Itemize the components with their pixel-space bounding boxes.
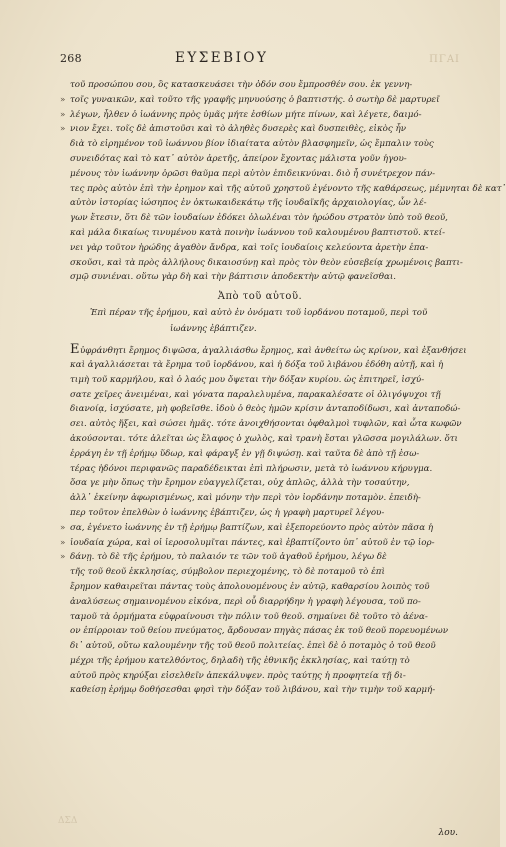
text-line: [60, 196, 460, 211]
line-text: ἐρράγη ἐν τῇ ἐρήμῳ ὕδωρ, καὶ φάραγξ ἐν γῇ διψώσῃ. καὶ ταῦτα δὲ ἀπὸ τῇ ἐσω-: [70, 448, 420, 459]
text-line: [60, 447, 460, 462]
line-text: ὅσα γε μὴν ὅπως τὴν ἔρημον εὐαγγελίζεται, οὐχ ἁπλῶς, ἀλλὰ τὴν τοσαύτην,: [70, 478, 410, 489]
line-text: τες πρὸς αὐτὸν ἐπὶ τὴν ἐρημον καὶ τῆς αὐτοῦ χρηστοῦ ἐγένοντο τῆς καθάρσεως, μέμνηται δὲ κατ᾽: [70, 183, 506, 194]
text-line: [60, 241, 460, 256]
line-text: σμῷ συνιέναι. οὕτω γὰρ δὴ καὶ τὴν βάπτισιν ἀποδεκτὴν αὐτῷ φανεῖσθαι.: [70, 272, 397, 283]
line-text: γων ἔτεσιν, ὅτι δὲ τῶν ἰουδαίων ἐδόκει ὀλωλέναι τὸν ἡρώδου στρατὸν ὑπὸ τοῦ θεοῦ,: [70, 213, 448, 224]
line-text: συνειδότας καὶ τὸ κατ᾽ αὐτὸν ἀρετῆς, ἀπείρον ἔχοντας μάλιστα γοῦν ἡγου-: [70, 153, 407, 164]
initial-letter: Ε: [70, 342, 80, 358]
text-line: [60, 506, 460, 521]
text-line: [60, 624, 460, 639]
line-text: ὐφράνθητι ἔρημος διψῶσα, ἀγαλλιάσθω ἔρημος, καὶ ἀνθείτω ὡς κρίνον, καὶ ἐξανθήσει: [80, 346, 467, 357]
text-line: [60, 358, 460, 373]
text-line: [60, 211, 460, 226]
line-text: διὰ τὸ εἰρημένον τοῦ ἰωάννου βίον ἰδιαίτατα αὐτὸν βλασφημεῖν, ὡς ἔμπαλιν τοὺς: [70, 139, 434, 150]
line-text: αὐτὸν ἱστορίας ἰώσηπος ἐν ὀκτωκαιδεκάτῳ τῆς ἰουδαϊκῆς ἀρχαιολογίας, ὧν λέ-: [70, 198, 427, 209]
text-line: [60, 610, 460, 625]
text-line: [60, 595, 460, 610]
line-text: καὶ ἀγαλλιάσεται τὰ ἔρημα τοῦ ἰορδάνου, καὶ ἡ δόξα τοῦ λιβάνου ἐδόθη αὐτῇ, καὶ ἡ: [70, 359, 444, 370]
page-header: [60, 50, 460, 70]
line-text: σατε χεῖρες ἀνειμέναι, καὶ γόνατα παραλελυμένα, παρακαλέσατε οἱ ὀλιγόψυχοι τῇ: [70, 389, 441, 400]
line-text: ἰουδαία χώρα, καὶ οἱ ἱεροσολυμῖται πάντες, καὶ ἐβαπτίζοντο ὑπ᾽ αὐτοῦ ἐν τῷ ἰορ-: [70, 537, 435, 548]
line-text: δι᾽ αὐτοῦ, οὕτω καλουμένην τῆς τοῦ θεοῦ πολιτείας. ἐπεὶ δὲ ὁ ποταμὸς ὁ τοῦ θεοῦ: [70, 641, 436, 652]
text-line: [60, 137, 460, 152]
text-line: [60, 462, 460, 477]
text-line: [60, 182, 506, 197]
text-line: [60, 342, 467, 358]
paragraph-b: [60, 342, 467, 698]
text-line: [60, 580, 460, 595]
quote-mark: »: [60, 522, 66, 533]
line-text: τοῦ προσώπου σου, ὃς κατασκευάσει τὴν ὁδόν σου ἔμπροσθέν σου. ἐκ γεννη-: [70, 80, 413, 90]
text-line: [60, 565, 460, 580]
line-text: ταμοῦ τὰ ὁρμήματα εὐφραίνουσι τὴν πόλιν τοῦ θεοῦ. σημαίνει δὲ τοῦτο τὸ ἀένα-: [70, 611, 428, 622]
text-line: [60, 432, 460, 447]
text-line: [60, 476, 460, 491]
text-line: [60, 669, 460, 684]
quote-mark: »: [60, 552, 66, 563]
line-text: διανοίᾳ, ἰσχύσατε, μὴ φοβεῖσθε. ἰδοὺ ὁ θεὸς ἡμῶν κρίσιν ἀνταποδίδωσι, καὶ ἀνταποδώ-: [70, 404, 461, 415]
text-line: [60, 550, 460, 565]
line-text: σκοῦσι, καὶ τὰ πρὸς ἀλλήλους δικαιοσύνῃ καὶ πρὸς τὸν θεὸν εὐσεβείᾳ χρωμένοις βαπτι-: [70, 257, 463, 268]
line-text: νει γὰρ τοῦτον ἡρώδης ἀγαθὸν ἄνδρα, καὶ τοῖς ἰουδαίοις κελεύοντα ἀρετὴν ἐπα-: [70, 242, 429, 253]
text-line: [60, 93, 460, 108]
line-text: ον ἐπίρροιαν τοῦ θείου πνεύματος, ἄρδουσαν πηγὰς πάσας ἐκ τοῦ θεοῦ πορευομένων: [70, 626, 449, 637]
text-line: [60, 683, 460, 698]
catchword: λου.: [438, 828, 458, 838]
line-text: μέχρι τῆς ἐρήμου κατελθόντος, δηλαδὴ τῆς ἐθνικῆς ἐκκλησίας, καὶ ταύτῃ τὸ: [70, 655, 410, 666]
text-line: [60, 654, 460, 669]
text-line: [60, 639, 460, 654]
line-text: τῆς τοῦ θεοῦ ἐκκλησίας, σύμβολον περιεχομένης, τὸ δὲ ποταμοῦ τὸ ἐπὶ: [70, 567, 385, 578]
line-text: ἔρημον καθαιρεῖται πάντας τοὺς ἀπολουομένους ἐν αὐτῷ, καθαρσίου λοιπὸς τοῦ: [70, 581, 430, 592]
text-line: [60, 167, 460, 182]
line-text: τιμὴ τοῦ καρμήλου, καὶ ὁ λαός μου ὄψεται τὴν δόξαν κυρίου. ὡς ἐπιτηρεῖ, ἰσχύ-: [70, 374, 425, 385]
line-text: καθείσῃ ἐρήμῳ δοθήσεσθαι φησὶ τὴν δόξαν τοῦ λιβάνου, καὶ τὴν τιμὴν τοῦ καρμή-: [70, 685, 436, 696]
line-text: τοῖς γυναικῶν, καὶ τοῦτο τῆς γραφῆς μηνυούσης ὁ βαπτιστής. ὁ σωτὴρ δὲ μαρτυρεῖ: [70, 94, 440, 105]
page-number: 268: [60, 52, 82, 65]
text-line: [60, 270, 460, 285]
bleed-through-text: ΠΓΑΙ: [429, 54, 460, 65]
text-line: [60, 226, 460, 241]
lemma-line-cont: ἰωάννης ἐβάπτιζεν.: [170, 324, 257, 335]
text-line: [60, 536, 460, 551]
text-line: [60, 521, 460, 536]
line-text: καὶ μάλα δικαίως τινυμένου κατὰ ποινὴν ἰωάννου τοῦ καλουμένου βαπτιστοῦ. κτεί-: [70, 227, 446, 238]
quote-mark: »: [60, 124, 66, 135]
section-heading: Ἀπὸ τοῦ αὐτοῦ.: [217, 291, 303, 303]
text-line: [60, 108, 460, 123]
line-text: τέρας ἠδόνοι περιφανῶς παραδέδεικται ἐπὶ πλήρωσιν, μετὰ τὸ ἰωάννου κήρυγμα.: [70, 463, 433, 474]
quote-mark: »: [60, 109, 66, 120]
text-line: [60, 256, 463, 271]
line-text: ἀλλ᾽ ἐκείνην ἀφωρισμένως, καὶ μόνην τὴν περὶ τὸν ἰορδάνην ποταμὸν. ἐπειδὴ-: [70, 493, 421, 504]
main-text: [60, 78, 506, 698]
line-text: δάνῃ. τὸ δὲ τῆς ἐρήμου, τὸ παλαιόν τε τῶν τοῦ ἀγαθοῦ ἐρήμου, λέγω δὲ: [70, 552, 387, 563]
line-text: νιον ἔχει. τοῖς δὲ ἀπιστοῦσι καὶ τὸ ἀληθὲς δυσερὲς καὶ δυσπειθὲς, εἰκὸς ἦν: [70, 124, 406, 135]
text-line: [60, 78, 460, 93]
line-text: περ τοῦτον ἐπελθὼν ὁ ἰωάννης ἐβάπτιζεν, ὡς ἡ γραφὴ μαρτυρεῖ λέγου-: [70, 507, 385, 518]
line-text: σα, ἐγένετο ἰωάννης ἐν τῇ ἐρήμῳ βαπτίζων, καὶ ἐξεπορεύοντο πρὸς αὐτὸν πᾶσα ἡ: [70, 522, 434, 533]
faded-mark: ΔΣΔ: [58, 816, 78, 826]
quote-mark: »: [60, 537, 66, 548]
text-line: [60, 388, 460, 403]
lemma-line: Ἐπὶ πέραν τῆς ἐρήμου, καὶ αὐτὸ ἐν ὀνόματι τοῦ ἰορδάνου ποταμοῦ, περὶ τοῦ: [90, 308, 428, 319]
text-line: [60, 417, 460, 432]
line-text: αὐτοῦ πρὸς κηρύξαι εἰσελθεῖν ἀπεκάλυψεν. πρὸς ταύτῃς ἡ προφητεία τῇ δι-: [70, 670, 406, 681]
line-text: λέγων, ἦλθεν ὁ ἰωάννης πρὸς ὑμᾶς μήτε ἐσθίων μήτε πίνων, καὶ λέγετε, δαιμό-: [70, 109, 422, 120]
text-line: [60, 122, 460, 137]
line-text: ἀναλύσεως σημαινομένου εἰκόνα, περὶ οὗ διαρρήδην ἡ γραφὴ λέγουσα, τοῦ πο-: [70, 596, 421, 607]
line-text: σει. αὐτὸς ἥξει, καὶ σώσει ἡμᾶς. τότε ἀνοιχθήσονται ὀφθαλμοὶ τυφλῶν, καὶ ὦτα κωφῶν: [70, 419, 462, 430]
text-line: [60, 152, 460, 167]
paragraph-a: [60, 78, 506, 285]
line-text: ἀκούσονται. τότε ἁλεῖται ὡς ἔλαφος ὁ χωλὸς, καὶ τρανὴ ἔσται γλῶσσα μογιλάλων. ὅτι: [70, 433, 458, 444]
running-head: ΕΥΣΕΒΙΟΥ: [175, 50, 269, 66]
text-line: [60, 491, 460, 506]
text-line: [60, 373, 460, 388]
text-line: [60, 402, 460, 417]
quote-mark: »: [60, 94, 66, 105]
line-text: μένους τὸν ἰωάννην ὁρῶσι θαῦμα περὶ αὐτὸν ἐπιδεικνύναι. διὸ ἦ συνέτρεχον πάν-: [70, 168, 436, 179]
